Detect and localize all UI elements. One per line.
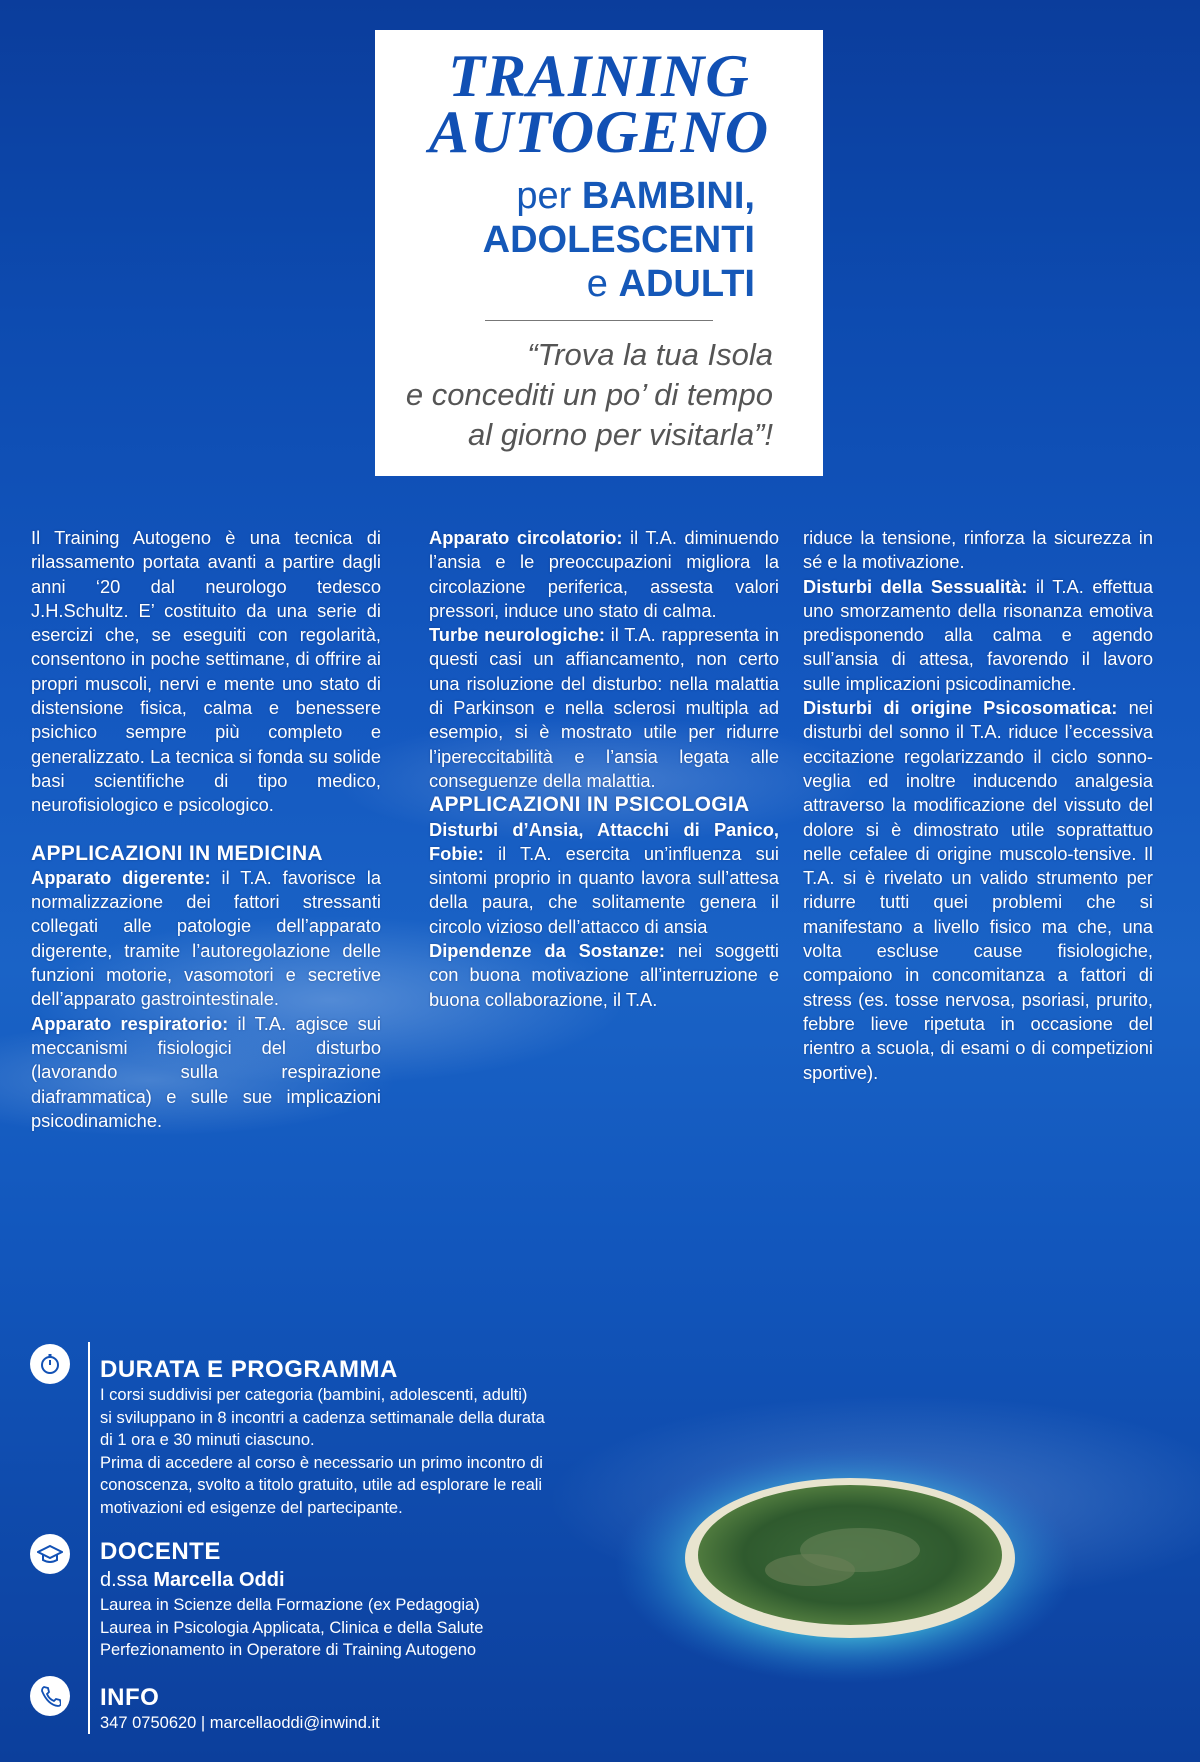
- docente-name: Marcella Oddi: [153, 1569, 285, 1591]
- info-heading: INFO: [100, 1684, 160, 1711]
- docente-qualification: Perfezionamento in Operatore di Training Autogeno: [100, 1641, 477, 1659]
- paragraph-psicosomatica: [803, 696, 1153, 1085]
- durata-line: motivazioni ed esigenze del partecipante.: [100, 1498, 403, 1517]
- docente-prefix: d.ssa: [100, 1569, 154, 1591]
- contact-line[interactable]: 347 0750620 | marcellaoddi@inwind.it: [100, 1714, 380, 1732]
- paragraph-continuation: riduce la tensione, rinforza la sicurezza in sé e la motivazione.: [803, 527, 1153, 573]
- text-column-2: [429, 526, 779, 1012]
- subtitle-line-1: [375, 174, 823, 218]
- subtitle-adulti: ADULTI: [618, 263, 755, 305]
- heading-psicologia: APPLICAZIONI IN PSICOLOGIA: [429, 793, 750, 817]
- label-dipendenze: Dipendenze da Sostanze:: [429, 940, 665, 962]
- phone-icon: [30, 1676, 70, 1716]
- text-psicosomatica: nei disturbi del sonno il T.A. riduce l’eccessiva eccitazione regolarizzando il ciclo sonno-veglia ed inoltre inducendo analgesia attraverso la modificazione del vissuto del dolore si è dimostrato utile soprattattuo nelle cefalee di origine muscolo-tensive. Il T.A. si è rivelato un valido strumento per ridurre tutti quei problemi che si manifestano a livello fisico ma che, una volta escluse cause fisiologiche, compaiono in concomitanza a fattori di stress (es. tosse nervosa, psoriasi, prurito, febbre lieve ripetuta in occasione del rientro a scuola, di esami o di competizioni sportive).: [803, 697, 1153, 1083]
- paragraph-sessualita: [803, 575, 1153, 696]
- quote-line-3: al giorno per visitarla”!: [468, 417, 773, 452]
- durata-line: si sviluppano in 8 incontri a cadenza settimanale della durata: [100, 1408, 545, 1427]
- text-dipendenze: nei soggetti con buona motivazione all’interruzione e buona collaborazione, il T.A.: [429, 940, 779, 1010]
- title-divider: [485, 320, 713, 321]
- main-title-line-2: AUTOGENO: [428, 99, 770, 165]
- label-respiratorio: Apparato respiratorio:: [31, 1012, 229, 1034]
- paragraph-respiratorio: [31, 1012, 381, 1133]
- label-digerente: Apparato digerente:: [31, 866, 211, 888]
- intro-paragraph: Il Training Autogeno è una tecnica di rilassamento portata avanti a partire dagli anni ‘20 dal neurologo tedesco J.H.Schultz. E’ costituito da una serie di esercizi che, se eseguiti con regolarità, consentono in poche settimane, di offrire ai propri muscoli, nervi e mente uno stato di distensione fisica, calma e benessere psichico sempre più completo e generalizzato. La tecnica si fonda su solide basi scientifiche di tipo medico, neurofisiologico e psicologico.: [31, 527, 381, 816]
- paragraph-ansia: [429, 818, 779, 939]
- text-digerente: il T.A. favorisce la normalizzazione dei fattori stressanti collegati alle patologie dell’apparato digerente, tramite l’autoregolazione delle funzioni motorie, vasomotori e secretive dell’apparato gastrointestinale.: [31, 866, 381, 1010]
- subtitle-e: e: [586, 263, 608, 305]
- tagline-quote: [375, 335, 823, 455]
- subtitle-line-2: [375, 218, 823, 262]
- subtitle-adolescenti: ADOLESCENTI: [482, 219, 755, 261]
- title-card: [375, 30, 823, 476]
- durata-line: Prima di accedere al corso è necessario un primo incontro di: [100, 1453, 543, 1472]
- paragraph-dipendenze: [429, 939, 779, 1012]
- text-circolatorio: il T.A. diminuendo l’ansia e le preoccupazioni migliora la circolazione periferica, assesta valori pressori, induce uno stato di calma.: [429, 527, 779, 621]
- durata-line: I corsi suddivisi per categoria (bambini, adolescenti, adulti): [100, 1386, 528, 1404]
- main-title-line-1: TRAINING: [448, 43, 750, 109]
- graduation-cap-icon: [30, 1534, 70, 1574]
- docente-heading: DOCENTE: [100, 1538, 221, 1565]
- paragraph-circolatorio: [429, 526, 779, 623]
- durata-line: conoscenza, svolto a titolo gratuito, utile ad esplorare le reali: [100, 1476, 543, 1494]
- info-text: [100, 1684, 380, 1735]
- text-ansia: il T.A. esercita un’influenza sui sintomi proprio in quanto lavora sull’attesa della paura, che solitamente genera il circolo vizioso dell’attacco di ansia: [429, 842, 779, 937]
- stopwatch-icon: [30, 1344, 70, 1384]
- quote-line-1: “Trova la tua Isola: [527, 337, 773, 372]
- paragraph-neurologiche: [429, 623, 779, 793]
- info-divider-line: [88, 1342, 90, 1734]
- label-neurologiche: Turbe neurologiche:: [429, 624, 606, 646]
- label-sessualita: Disturbi della Sessualità:: [803, 575, 1028, 597]
- docente-text: [100, 1538, 483, 1662]
- island-image: [610, 1440, 1080, 1690]
- label-ansia: Disturbi d’Ansia, Attacchi di Panico, Fobie:: [429, 818, 779, 864]
- subtitle-per: per: [516, 175, 572, 217]
- text-column-3: [803, 526, 1153, 1085]
- subtitle-bambini: BAMBINI,: [581, 175, 755, 217]
- docente-qualification: Laurea in Psicologia Applicata, Clinica e della Salute: [100, 1618, 484, 1637]
- subtitle-line-3: [375, 262, 823, 306]
- heading-medicina: APPLICAZIONI IN MEDICINA: [31, 841, 323, 865]
- durata-text: [100, 1356, 545, 1519]
- label-psicosomatica: Disturbi di origine Psicosomatica:: [803, 697, 1118, 719]
- text-column-1: [31, 526, 381, 1133]
- paragraph-digerente: [31, 866, 381, 1012]
- docente-name-line: [100, 1566, 483, 1594]
- label-circolatorio: Apparato circolatorio:: [429, 527, 623, 548]
- quote-line-2: e concediti un po’ di tempo: [405, 377, 773, 412]
- text-respiratorio: il T.A. agisce sui meccanismi fisiologici del disturbo (lavorando sulla respirazione diaframmatica) e sulle sue implicazioni psicodinamiche.: [31, 1012, 381, 1131]
- durata-line: di 1 ora e 30 minuti ciascuno.: [100, 1431, 315, 1449]
- text-sessualita: il T.A. effettua uno smorzamento della risonanza emotiva predisponendo alla calma e agendo sull’ansia di attesa, favorendo il lavoro sulle implicazioni psicodinamiche.: [803, 575, 1153, 694]
- text-neurologiche: il T.A. rappresenta in questi casi un affiancamento, non certo una risoluzione del disturbo: nella malattia di Parkinson e nella sclerosi multipla ad esempio, si è mostrato utile per ridurre l’ipereccitabilità e l’ansia legata alle conseguenze della malattia.: [429, 624, 779, 791]
- durata-heading: DURATA E PROGRAMMA: [100, 1356, 398, 1383]
- docente-qualification: Laurea in Scienze della Formazione (ex Pedagogia): [100, 1596, 480, 1614]
